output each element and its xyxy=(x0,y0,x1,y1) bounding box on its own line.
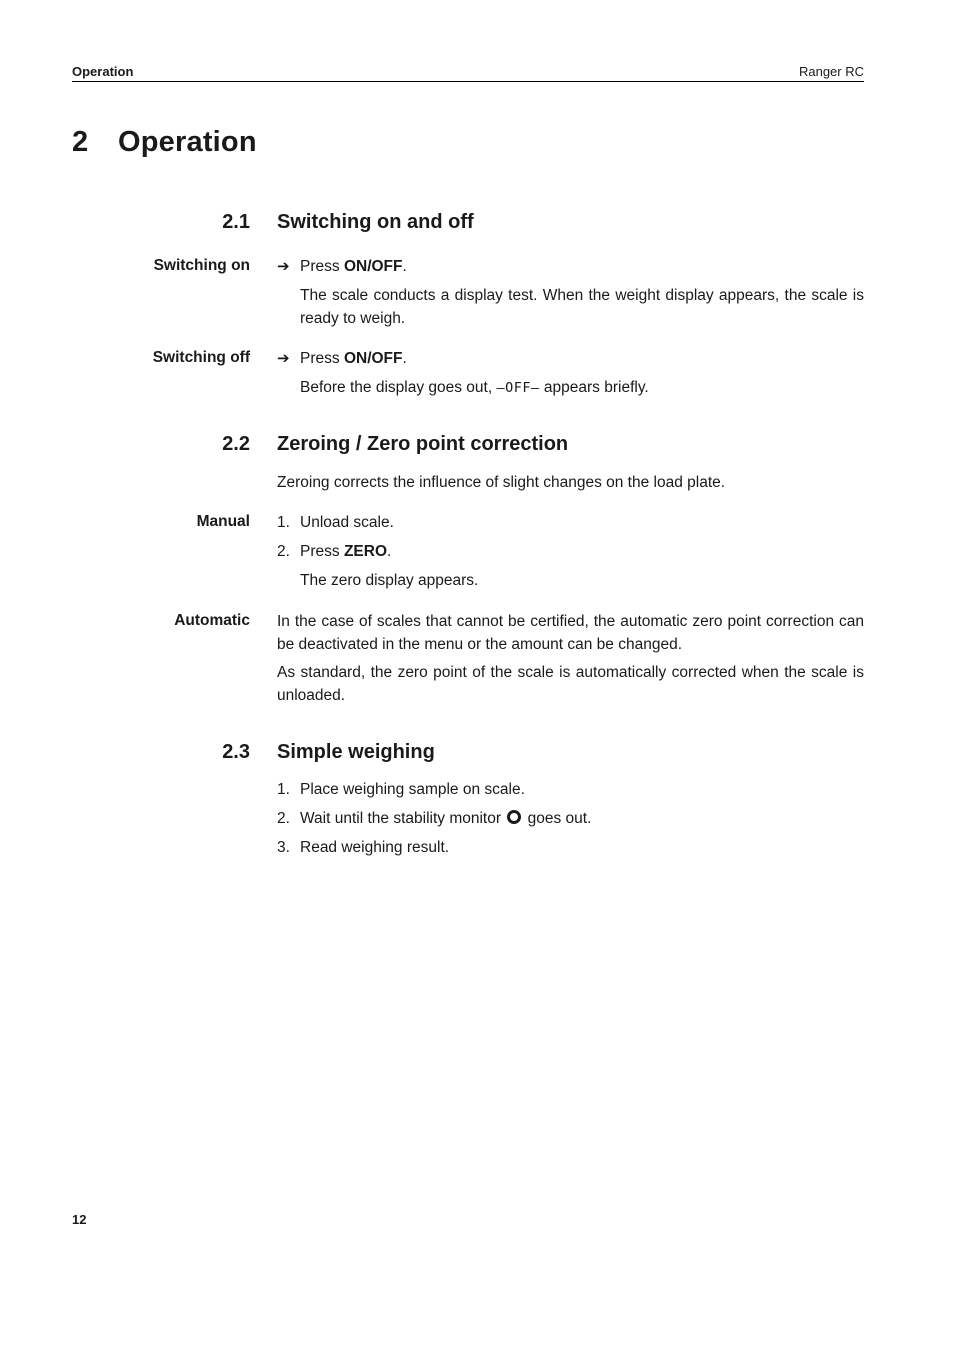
manual-step-2: 2. Press ZERO. xyxy=(277,543,392,560)
margin-label-manual: Manual xyxy=(196,513,250,530)
key-on-off: ON/OFF xyxy=(343,258,403,275)
chapter-title-text: Operation xyxy=(118,126,257,158)
instruction-switch-on: ➔ Press ON/OFF. xyxy=(277,256,864,279)
running-header-chapter: Operation xyxy=(72,64,134,79)
right-arrow-icon: ➔ xyxy=(277,350,290,367)
section-title-2-2: Zeroing / Zero point correction xyxy=(277,433,569,455)
stability-monitor-icon xyxy=(507,810,521,824)
key-zero: ZERO xyxy=(343,543,387,560)
section-number-2-2: 2.2 xyxy=(222,433,250,455)
section-title-2-3: Simple weighing xyxy=(277,741,435,763)
zeroing-intro: Zeroing corrects the influence of slight changes on the load plate. xyxy=(277,474,726,491)
switch-off-description: Before the display goes out, –OFF– appears briefly. xyxy=(300,379,649,396)
section-number-2-3: 2.3 xyxy=(222,741,250,763)
right-arrow-icon: ➔ xyxy=(277,258,290,275)
key-on-off: ON/OFF xyxy=(343,350,403,367)
running-header-product: Ranger RC xyxy=(798,64,864,79)
manual-result: The zero display appears. xyxy=(300,572,479,589)
press-text: Press xyxy=(300,258,344,275)
weighing-step-3: 3. Read weighing result. xyxy=(277,839,450,856)
chapter-title xyxy=(72,126,257,159)
automatic-paragraph-1: In the case of scales that cannot be certified, the automatic zero point correction can be deactivated in the menu or the amount can be changed. xyxy=(277,613,864,653)
margin-label-switching-off: Switching off xyxy=(152,349,250,366)
automatic-paragraph-2: As standard, the zero point of the scale is automatically corrected when the scale is unloaded. xyxy=(277,664,864,704)
manual-step-1: 1. Unload scale. xyxy=(277,514,394,531)
page-number: 12 xyxy=(72,1212,87,1227)
instruction-switch-off: ➔ Press ON/OFF. xyxy=(277,348,864,371)
display-code-off: –OFF– xyxy=(496,380,540,396)
press-text: Press xyxy=(300,350,344,367)
header-rule xyxy=(72,81,864,82)
section-title-2-1: Switching on and off xyxy=(277,211,474,233)
switch-on-description: The scale conducts a display test. When the weight display appears, the scale is ready to weigh. xyxy=(300,287,864,327)
section-number-2-1: 2.1 xyxy=(222,211,250,233)
weighing-step-1: 1. Place weighing sample on scale. xyxy=(277,781,525,798)
weighing-step-2: 2. Wait until the stability monitor goes out. xyxy=(277,810,592,827)
margin-label-automatic: Automatic xyxy=(174,612,250,629)
chapter-number: 2 xyxy=(72,126,89,158)
margin-label-switching-on: Switching on xyxy=(153,257,250,274)
